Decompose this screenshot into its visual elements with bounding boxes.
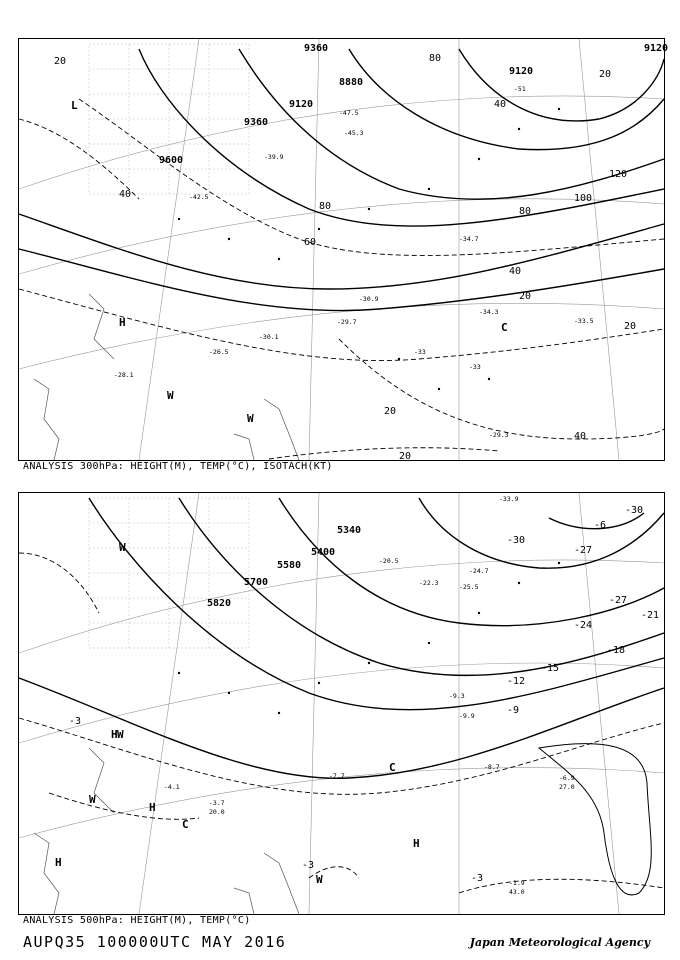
temperature-label: -9.3: [449, 692, 465, 700]
isotach-label: 100: [574, 193, 593, 204]
isotherm-label: -21: [641, 610, 660, 621]
temperature-label: -34.3: [479, 308, 499, 316]
map-panel-300hpa: [18, 38, 669, 462]
isotherm-label: -30: [507, 535, 526, 546]
isotach-label: 40: [494, 99, 507, 110]
height-label: 8880: [339, 77, 364, 88]
isotherm-label: -3: [471, 873, 484, 884]
high-center: H: [119, 316, 126, 329]
station-marks: [178, 562, 560, 714]
isotherm-label: -30: [625, 505, 644, 516]
isotherm-label: -3: [302, 860, 315, 871]
station-marks: [178, 108, 560, 390]
height-label: 9360: [244, 117, 269, 128]
temperature-label: -7.7: [329, 772, 345, 780]
temperature-label: -3.7: [209, 799, 225, 807]
temperature-label: -45.3: [344, 129, 364, 137]
temperature-label: -30.9: [359, 295, 379, 303]
isotherm-label: -27: [609, 595, 628, 606]
temperature-label: -24.7: [469, 567, 489, 575]
temperature-label: 43.0: [509, 888, 525, 896]
coastline: [34, 748, 299, 914]
temperature-label: -9.9: [459, 712, 475, 720]
isotherm-label: -9: [507, 705, 520, 716]
temperature-label: -25.5: [459, 583, 479, 591]
isotherm-label: -15: [541, 663, 560, 674]
isotherm-label: -24: [574, 620, 593, 631]
isotach-label: 20: [519, 291, 532, 302]
height-label: 9360: [304, 43, 329, 54]
temperature-label: -33.9: [499, 495, 519, 503]
chart-500hpa: [19, 493, 664, 914]
temperature-label: -33: [414, 348, 426, 356]
caption-500hpa: ANALYSIS 500hPa: HEIGHT(M), TEMP(°C): [23, 915, 251, 926]
isotherm-label: -12: [507, 676, 526, 687]
chart-code-datetime: AUPQ35 100000UTC MAY 2016: [23, 933, 287, 951]
hatched-area: [89, 44, 249, 194]
pressure-centers: [71, 99, 508, 425]
temperature-label: 20.0: [209, 808, 225, 816]
isotherm-label: -18: [607, 645, 626, 656]
temperature-label: -29.7: [337, 318, 357, 326]
height-labels: [207, 525, 361, 609]
caption-300hpa: ANALYSIS 300hPa: HEIGHT(M), TEMP(°C), ISOTACH(KT): [23, 461, 333, 472]
temperature-label: -22.3: [419, 579, 439, 587]
warm-center: W: [167, 389, 174, 402]
height-label: 9120: [289, 99, 314, 110]
temperature-label: 27.0: [559, 783, 575, 791]
warm-center: W: [247, 412, 254, 425]
temperature-label: -30.1: [259, 333, 279, 341]
height-label: 5700: [244, 577, 269, 588]
isotherm-labels: [69, 505, 659, 884]
temperature-label: -29.3: [489, 431, 509, 439]
temperature-label: -26.5: [209, 348, 229, 356]
isotach-label: 80: [319, 201, 332, 212]
isotach-label: 40: [119, 189, 132, 200]
warm-center: W: [316, 873, 323, 886]
height-label: 9600: [159, 155, 184, 166]
isotherm-label: -27: [574, 545, 593, 556]
temperature-label: -28.1: [114, 371, 134, 379]
temperature-label: -20.5: [379, 557, 399, 565]
cold-center: C: [501, 321, 508, 334]
warm-center: W: [119, 541, 126, 554]
pressure-centers: [55, 541, 420, 886]
high-center: H: [413, 837, 420, 850]
temperature-label: -47.5: [339, 109, 359, 117]
agency-name: Japan Meteorological Agency: [469, 936, 650, 949]
high-center: H: [55, 856, 62, 869]
temperature-label: -33.5: [574, 317, 594, 325]
isotach-label: 80: [429, 53, 442, 64]
temperature-label: -33: [469, 363, 481, 371]
isotach-label: 20: [399, 451, 412, 462]
isotach-label: 20: [599, 69, 612, 80]
coastline: [34, 294, 299, 460]
map-panel-500hpa: [18, 492, 665, 915]
isotherm-label: -3: [69, 716, 82, 727]
chart-300hpa: [19, 39, 669, 462]
isotach-label: 20: [384, 406, 397, 417]
hatched-area: [89, 498, 249, 648]
height-label: 9120: [644, 43, 669, 54]
temperature-label: -4.1: [164, 783, 180, 791]
isotach-label: 80: [519, 206, 532, 217]
isotach-label: 20: [624, 321, 637, 332]
temperature-label: -39.9: [264, 153, 284, 161]
isotach-contours: [19, 99, 664, 459]
isotherm-label: -6: [594, 520, 607, 531]
height-label: 5580: [277, 560, 302, 571]
isotach-label: 40: [509, 266, 522, 277]
height-label: 5400: [311, 547, 336, 558]
height-label: 5820: [207, 598, 232, 609]
temperature-label: -8.7: [484, 763, 500, 771]
temperature-label: -51: [514, 85, 526, 93]
temperature-label: -42.5: [189, 193, 209, 201]
temperature-labels: [164, 495, 575, 896]
cold-center: C: [182, 818, 189, 831]
height-label: 9120: [509, 66, 534, 77]
isotach-label: 120: [609, 169, 628, 180]
height-labels: [159, 43, 668, 166]
height-label: 5340: [337, 525, 362, 536]
temperature-label: -6.9: [559, 774, 575, 782]
isotach-label: 20: [54, 56, 67, 67]
temperature-label: -34.7: [459, 235, 479, 243]
graticule: [19, 493, 664, 914]
cold-center: C: [389, 761, 396, 774]
high-center: H: [149, 801, 156, 814]
low-center: L: [71, 99, 78, 112]
warm-center: W: [89, 793, 96, 806]
high-center: H: [111, 728, 118, 741]
temperature-label: -1.9: [509, 879, 525, 887]
isotach-label: 60: [304, 237, 317, 248]
height-contours: [19, 49, 664, 311]
isotach-label: 40: [574, 431, 587, 442]
warm-center: W: [117, 728, 124, 741]
closed-contour: [539, 744, 651, 895]
